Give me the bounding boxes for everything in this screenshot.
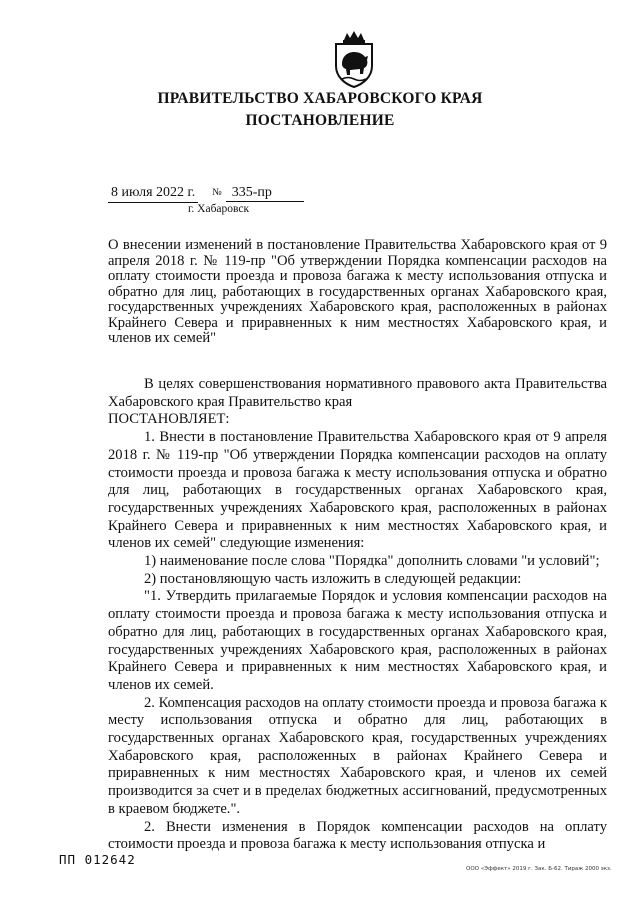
body-paragraph: "1. Утвердить прилагаемые Порядок и условия компенсации расходов на оплату стоимости проезда и провоза багажа к месту использования отпуска и обратно для лиц, работающих в государственных органах Хабаровского края, государственных учреждениях Хабаровского края, расположенных в районах Крайнего Севера и приравненных к ним местностях Хабаровского края, и членов их семей. <box>108 588 607 693</box>
document-subject: О внесении изменений в постановление Правительства Хабаровского края от 9 апреля 2018 г. № 119-пр "Об утверждении Порядка компенсации расходов на оплату стоимости проезда и провоза багажа к месту использования отпуска и обратно для лиц, работающих в государственных органах Хабаровского края, государственных учреждениях Хабаровского края, расположенных в районах Крайнего Севера и приравненных к ним местностях Хабаровского края, и членов их семей" <box>108 237 607 346</box>
coat-of-arms-emblem <box>330 30 378 88</box>
document-body <box>108 376 607 854</box>
document-kind-title: ПОСТАНОВЛЕНИЕ <box>245 112 395 129</box>
body-paragraph: 2. Компенсация расходов на оплату стоимости проезда и провоза багажа к месту использования отпуска и обратно для лиц, работающих в государственных органах Хабаровского края, государственных учреждениях Хабаровского края, расположенных в районах Крайнего Севера и приравненных к ним местностях Хабаровского края, и членов их семей производится за счет и в пределах бюджетных ассигнований, предусмотренных в краевом бюджете.". <box>108 694 607 817</box>
document-date: 8 июля 2022 г. <box>108 185 198 203</box>
document-city: г. Хабаровск <box>188 203 250 215</box>
print-info: ООО «Эффект» 2019 г. Зак. Б-62. Тираж 2000 экз. <box>466 866 612 872</box>
body-paragraph: 2. Внести изменения в Порядок компенсации расходов на оплату стоимости проезда и провоза багажа к месту использования отпуска и <box>108 818 607 853</box>
body-paragraph-resolves: ПОСТАНОВЛЯЕТ: <box>108 411 230 428</box>
body-paragraph: 1) наименование после слова "Порядка" дополнить словами "и условий"; <box>144 553 600 570</box>
date-number-line <box>108 185 304 203</box>
form-code: ПП 012642 <box>59 852 136 867</box>
body-paragraph: 1. Внести в постановление Правительства Хабаровского края от 9 апреля 2018 г. № 119-пр "Об утверждении Порядка компенсации расходов на оплату стоимости проезда и провоза багажа к месту использования отпуска и обратно для лиц, работающих в государственных органах Хабаровского края, государственных учреждениях Хабаровского края, расположенных в районах Крайнего Севера и приравненных к ним местностях Хабаровского края, и членов их семей" следующие изменения: <box>108 429 607 552</box>
government-title: ПРАВИТЕЛЬСТВО ХАБАРОВСКОГО КРАЯ <box>157 90 483 107</box>
body-paragraph: 2) постановляющую часть изложить в следующей редакции: <box>144 570 522 587</box>
body-paragraph: В целях совершенствования нормативного правового акта Правительства Хабаровского края Правительство края <box>108 376 607 410</box>
document-number: 335-пр <box>226 185 304 202</box>
number-sign: № <box>212 187 222 198</box>
